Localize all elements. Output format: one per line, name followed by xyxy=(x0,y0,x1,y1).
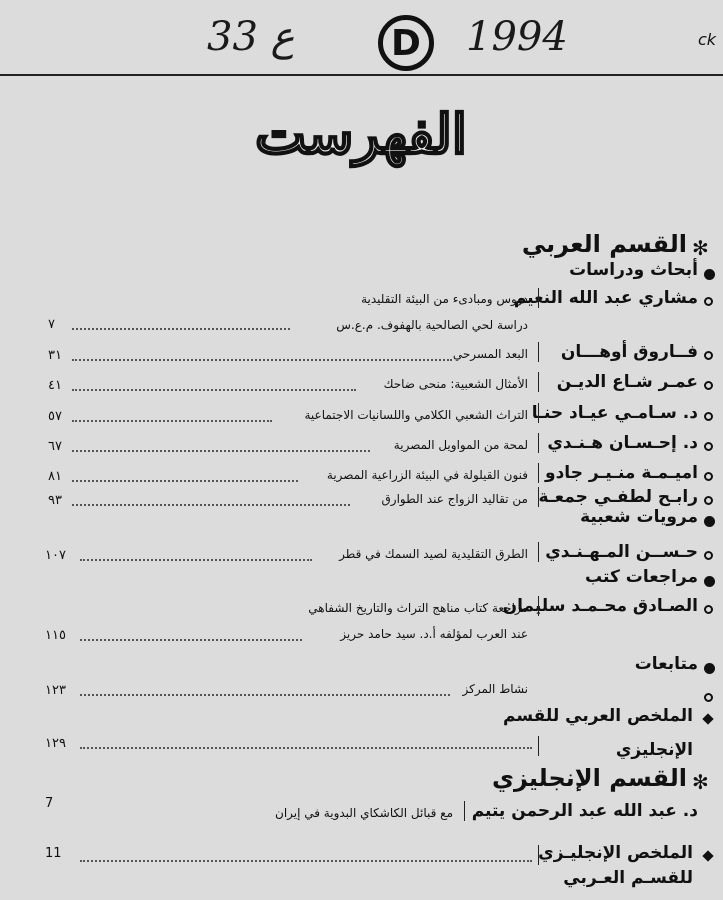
entry-title: نشاط المركز xyxy=(462,682,528,696)
entry-title: الأمثال الشعبية: منحى ضاحك xyxy=(383,377,528,391)
star-icon: ✻ xyxy=(692,236,709,260)
dot-leader xyxy=(72,389,356,391)
entry-title: مراجعة كتاب مناهج التراث والتاريخ الشفاهي xyxy=(308,601,528,615)
entry-page: ٨١ xyxy=(48,469,62,484)
entry-author: د. إحـسـان هـنـدي xyxy=(547,433,698,453)
entry-author: د. سـامـي عيـاد حنـا xyxy=(531,403,698,423)
ring-bullet-icon xyxy=(704,496,713,505)
entry-title: لمحة من المواويل المصرية xyxy=(393,438,528,452)
reviews-heading: مراجعات كتب xyxy=(585,567,698,587)
entry-author: فــاروق أوهـــان xyxy=(560,342,698,362)
ring-bullet-icon xyxy=(704,442,713,451)
entry-author: مشاري عبد الله النعيم xyxy=(513,288,698,308)
title-banner xyxy=(255,96,467,172)
entry-page: ٧ xyxy=(48,317,55,332)
entry-page: ٦٧ xyxy=(48,439,62,454)
entry-title: من تقاليد الزواج عند الطوارق xyxy=(381,492,528,506)
entry-separator xyxy=(538,403,539,423)
dot-leader xyxy=(72,450,370,452)
dot-leader xyxy=(72,480,298,482)
dot-leader xyxy=(80,559,312,561)
bullet-icon xyxy=(704,663,715,674)
arabic-summary-page: ١٢٩ xyxy=(45,736,66,751)
bullet-icon xyxy=(704,576,715,587)
entry-title: فنون القيلولة في البيئة الزراعية المصرية xyxy=(326,468,528,482)
ring-bullet-icon xyxy=(704,297,713,306)
header-rule xyxy=(0,74,723,76)
english-summary-line1: الملخص الإنجليـزي xyxy=(538,843,693,863)
ring-bullet-icon xyxy=(704,472,713,481)
arabic-summary-line1: الملخص العربي للقسم xyxy=(503,706,693,726)
entry-separator xyxy=(538,845,539,865)
research-heading: أبحاث ودراسات xyxy=(569,260,698,280)
banner-title: الفهرست xyxy=(255,102,467,166)
entry-separator xyxy=(538,463,539,483)
hand-year: 1994 xyxy=(466,14,568,60)
entry-page: ١٢٣ xyxy=(45,683,66,698)
dot-leader xyxy=(80,860,532,862)
ring-bullet-icon xyxy=(704,605,713,614)
entry-title: مع قبائل الكاشكاي البدوية في إيران xyxy=(275,806,453,820)
dot-leader xyxy=(72,328,290,330)
english-summary-page: 11 xyxy=(45,846,62,861)
entry-separator xyxy=(538,596,539,616)
ring-bullet-icon xyxy=(704,412,713,421)
arabic-section-heading: القسم العربي xyxy=(521,230,687,258)
entry-page: ٥٧ xyxy=(48,409,62,424)
entry-page: ٤١ xyxy=(48,378,62,393)
english-summary-line2: للقسـم العـربي xyxy=(563,868,693,888)
entry-page: ١٠٧ xyxy=(45,548,66,563)
dot-leader xyxy=(80,747,532,749)
entry-page: 7 xyxy=(45,796,54,811)
entry-page: ١١٥ xyxy=(45,628,66,643)
english-section-heading: القسم الإنجليزي xyxy=(491,764,687,792)
ring-bullet-icon xyxy=(704,351,713,360)
entry-title: دروس ومبادىء من البيئة التقليدية xyxy=(361,292,528,306)
ring-bullet-icon xyxy=(704,693,713,702)
entry-separator xyxy=(464,801,465,821)
followups-heading: متابعات xyxy=(634,654,698,674)
entry-title-cont: عند العرب لمؤلفه أ.د. سيد حامد حريز xyxy=(340,627,528,641)
entry-separator xyxy=(538,542,539,562)
entry-page: ٩٣ xyxy=(48,493,62,508)
entry-title: البعد المسرحي xyxy=(452,347,528,361)
hand-issue-number: 33 ع xyxy=(207,14,295,60)
diamond-bullet-icon xyxy=(702,713,713,724)
entry-author: عمـر شـاع الديـن xyxy=(556,372,698,392)
hand-code: ck xyxy=(698,30,717,49)
entry-title: الطرق التقليدية لصيد السمك في قطر xyxy=(339,547,528,561)
diamond-bullet-icon xyxy=(702,850,713,861)
entry-title-cont: دراسة لحي الصالحية بالهفوف. م.ع.س xyxy=(336,318,528,332)
dot-leader xyxy=(80,694,450,696)
ring-bullet-icon xyxy=(704,551,713,560)
entry-author: رابـح لطفـي جمعـة xyxy=(538,487,698,507)
arabic-summary-line2: الإنجليزي xyxy=(615,740,693,760)
entry-separator xyxy=(538,372,539,392)
dot-leader xyxy=(72,359,452,361)
entry-page: ٣١ xyxy=(48,348,62,363)
entry-author: اميـمـة منـيـر جادو xyxy=(545,463,698,483)
star-icon: ✻ xyxy=(692,770,709,794)
narratives-heading: مرويات شعبية xyxy=(580,507,698,527)
entry-author: حـســن المـهـنـدي xyxy=(545,542,698,562)
bullet-icon xyxy=(704,269,715,280)
dot-leader xyxy=(72,504,350,506)
entry-author: د. عبد الله عبد الرحمن يتيم xyxy=(471,801,698,821)
stamp-d-icon: D xyxy=(378,15,434,71)
entry-title: التراث الشعبي الكلامي واللسانيات الاجتماعية xyxy=(304,408,528,422)
entry-separator xyxy=(538,736,539,756)
entry-separator xyxy=(538,487,539,507)
entry-separator xyxy=(538,342,539,362)
ring-bullet-icon xyxy=(704,381,713,390)
bullet-icon xyxy=(704,516,715,527)
entry-separator xyxy=(538,288,539,308)
dot-leader xyxy=(80,639,302,641)
entry-author: الصـادق محـمـد سليمان xyxy=(502,596,698,616)
entry-separator xyxy=(538,433,539,453)
dot-leader xyxy=(72,420,272,422)
